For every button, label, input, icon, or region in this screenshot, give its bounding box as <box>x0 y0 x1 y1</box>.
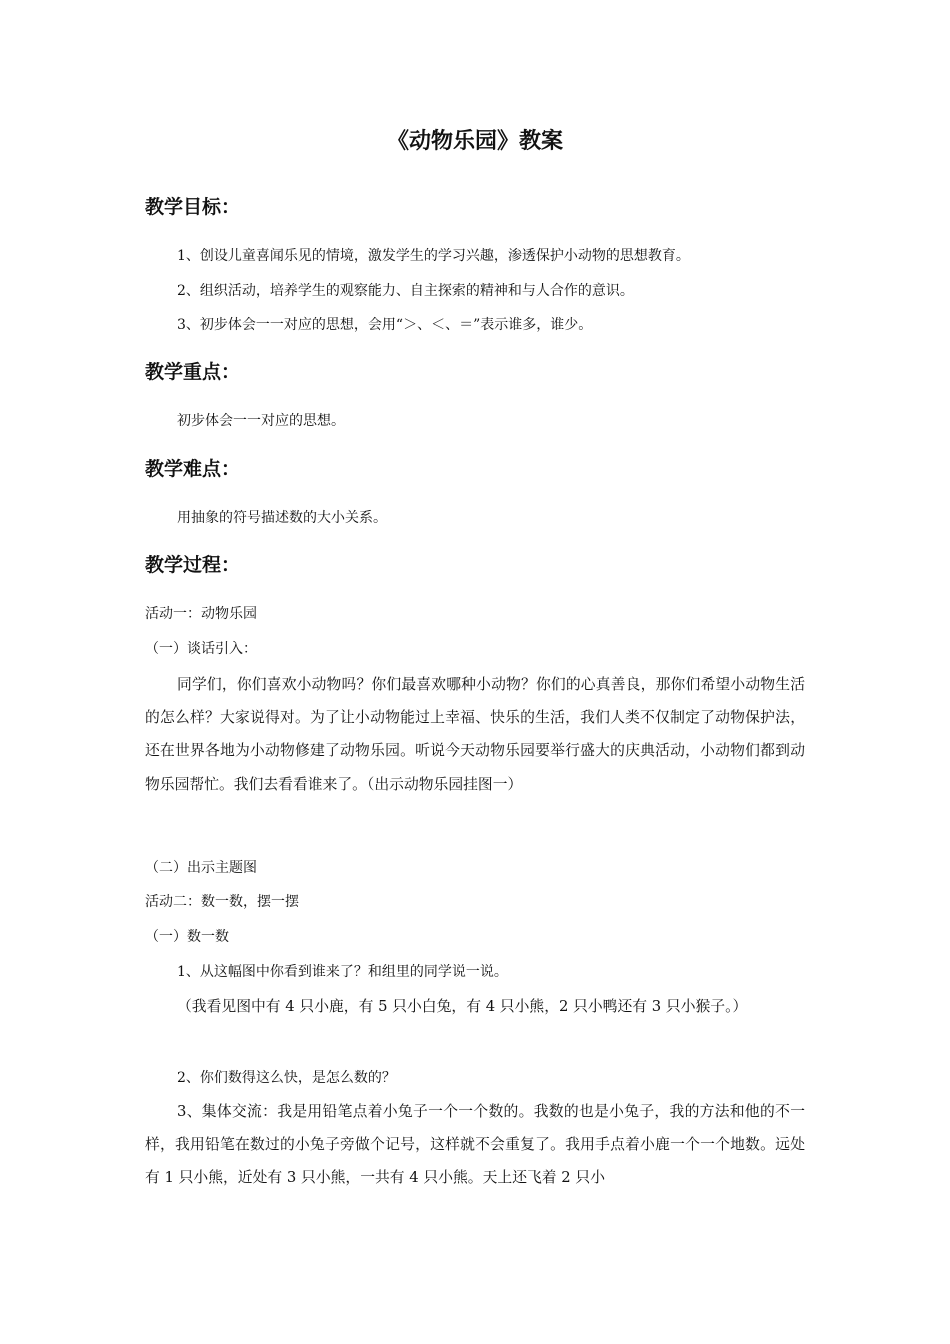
goal-item-1: 1、创设儿童喜闻乐见的情境，激发学生的学习兴趣，渗透保护小动物的思想教育。 <box>177 248 690 264</box>
key-points-heading: 教学重点： <box>145 361 241 383</box>
subsection-count: （一）数一数 <box>145 929 229 945</box>
subsection-theme-image: （二）出示主题图 <box>145 860 257 876</box>
activity-1-title: 活动一：动物乐园 <box>145 606 257 622</box>
intro-paragraph: 同学们，你们喜欢小动物吗？你们最喜欢哪种小动物？你们的心真善良，那你们希望小动物生活的怎么样？大家说得对。为了让小动物能过上幸福、快乐的生活，我们人类不仅制定了动物保护法，还在世界各地为小动物修建了动物乐园。听说今天动物乐园要举行盛大的庆典活动，小动物们都到动物乐园帮忙。我们去看看谁来了。（出示动物乐园挂图一） <box>145 676 805 793</box>
discussion-paragraph: 3、集体交流：我是用铅笔点着小兔子一个一个数的。我数的也是小兔子，我的方法和他的不一样，我用铅笔在数过的小兔子旁做个记号，这样就不会重复了。我用手点着小鹿一个一个地数。远处有 1 只小熊，近处有 3 只小熊，一共有 4 只小熊。天上还飞着 2 只小 <box>145 1103 805 1187</box>
document-title: 《动物乐园》教案 <box>386 129 563 154</box>
activity-2-title: 活动二：数一数，摆一摆 <box>145 894 299 910</box>
question-1: 1、从这幅图中你看到谁来了？和组里的同学说一说。 <box>177 964 508 980</box>
goal-item-3: 3、初步体会一一对应的思想，会用“＞、＜、＝”表示谁多，谁少。 <box>177 317 593 333</box>
answer-1-paragraph: （我看见图中有 4 只小鹿，有 5 只小白兔，有 4 只小熊，2 只小鸭还有 3 只小猴子。） <box>177 998 748 1015</box>
question-2: 2、你们数得这么快，是怎么数的？ <box>177 1070 396 1086</box>
subsection-intro: （一）谈话引入： <box>145 641 257 657</box>
difficulties-text: 用抽象的符号描述数的大小关系。 <box>177 510 387 526</box>
key-points-text: 初步体会一一对应的思想。 <box>177 413 345 429</box>
teaching-goals-heading: 教学目标： <box>145 196 241 218</box>
process-heading: 教学过程： <box>145 554 241 576</box>
goal-item-2: 2、组织活动，培养学生的观察能力、自主探索的精神和与人合作的意识。 <box>177 283 634 299</box>
difficulties-heading: 教学难点： <box>145 458 241 480</box>
